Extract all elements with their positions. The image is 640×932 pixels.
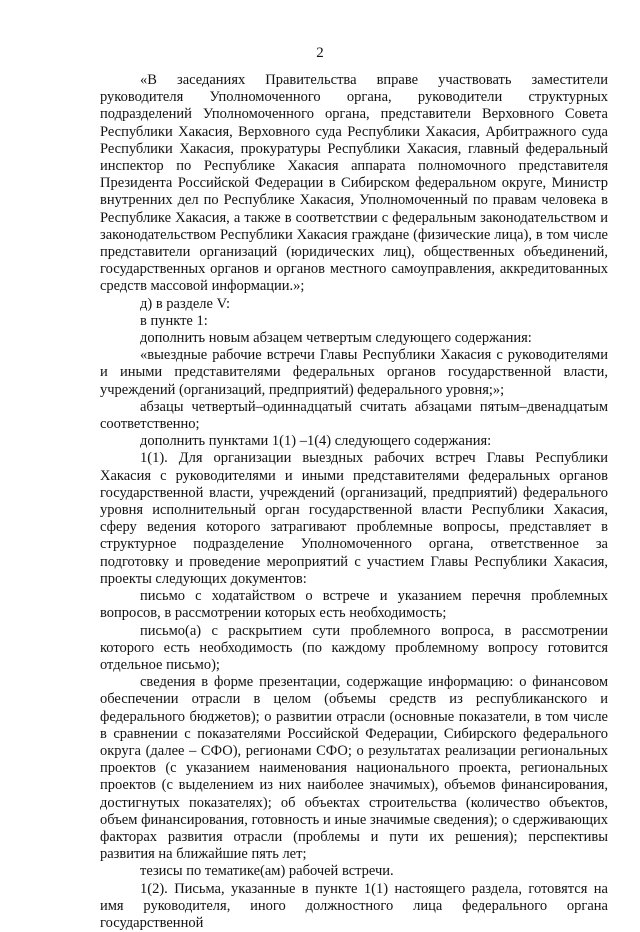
- document-body: [100, 72, 608, 932]
- paragraph-add-fourth-paragraph: дополнить новым абзацем четвертым следующего содержания:: [140, 330, 532, 347]
- paragraph-petition-letter: письмо с ходатайством о встрече и указанием перечня проблемных вопросов, в рассмотрении которых есть необходимость;: [100, 588, 608, 622]
- paragraph-presentation-info: сведения в форме презентации, содержащие информацию: о финансовом обеспечении отрасли в целом (объемы средств из республиканского и федерального бюджетов); о развитии отрасли (основные показатели, в том числе в сравнении с показателями Российской Федерации, Сибирского федерального округа (далее – СФО), регионами СФО; о результатах реализации региональных проектов (с указанием наименования национального проекта, региональных проектов (с выделением из них наиболее значимых), объемов финансирования, достигнутых показателях); об объектах строительства (количество объектов, объем финансирования, готовность и иные значимые сведения); о сдерживающих факторах развития отрасли (проблемы и пути их решения); перспективы развития на ближайшие пять лет;: [100, 674, 608, 863]
- paragraph-field-meetings: «выездные рабочие встречи Главы Республики Хакасия с руководителями и иными представителями федеральных органов государственной власти, учреждений (организаций, предприятий) федерального уровня;»;: [100, 347, 608, 398]
- page-number: 2: [316, 45, 324, 61]
- paragraph-point-1-2: 1(2). Письма, указанные в пункте 1(1) настоящего раздела, готовятся на имя руководителя, иного должностного лица федерального органа государственной: [100, 880, 608, 931]
- paragraph-point-1-1: 1(1). Для организации выездных рабочих встреч Главы Республики Хакасия с руководителями и иными представителями федеральных органов государственной власти, учреждений (организаций, предприятий) федерального уровня исполнительный орган государственной власти Республики Хакасия, сферу ведения которого затрагивают проблемные вопросы, представляет в структурное подразделение Уполномоченного органа, ответственное за подготовку и проведение мероприятий с участием Главы Республики Хакасия, проекты следующих документов:: [100, 450, 608, 587]
- paragraph-theses: тезисы по тематике(ам) рабочей встречи.: [140, 863, 394, 880]
- paragraph-add-points: дополнить пунктами 1(1) –1(4) следующего содержания:: [140, 433, 492, 450]
- paragraph-subitem-d: д) в разделе V:: [140, 295, 230, 312]
- paragraph-in-point-1: в пункте 1:: [140, 312, 208, 329]
- paragraph-renumbering: абзацы четвертый–одиннадцатый считать абзацами пятым–двенадцатым соответственно;: [100, 398, 608, 433]
- paragraph-issue-letters: письмо(а) с раскрытием сути проблемного вопроса, в рассмотрении которого есть необходимость (по каждому проблемному вопросу готовится отдельное письмо);: [100, 622, 608, 673]
- paragraph-government-meetings: «В заседаниях Правительства вправе участвовать заместители руководителя Уполномоченного органа, руководители структурных подразделений Уполномоченного органа, представители Верховного Совета Республики Хакасия, Верховного суда Республики Хакасия, Арбитражного суда Республики Хакасия, прокуратуры Республики Хакасия, главный федеральный инспектор по Республике Хакасия аппарата полномочного представителя Президента Российской Федерации в Сибирском федеральном округе, Министр внутренних дел по Республике Хакасия, Уполномоченный по правам человека в Республике Хакасия, а также в соответствии с федеральным законодательством и законодательством Республики Хакасия граждане (физические лица), в том числе представители организаций (юридических лиц), общественных объединений, государственных органов и органов местного самоуправления, аккредитованных средств массовой информации.»;: [100, 72, 608, 295]
